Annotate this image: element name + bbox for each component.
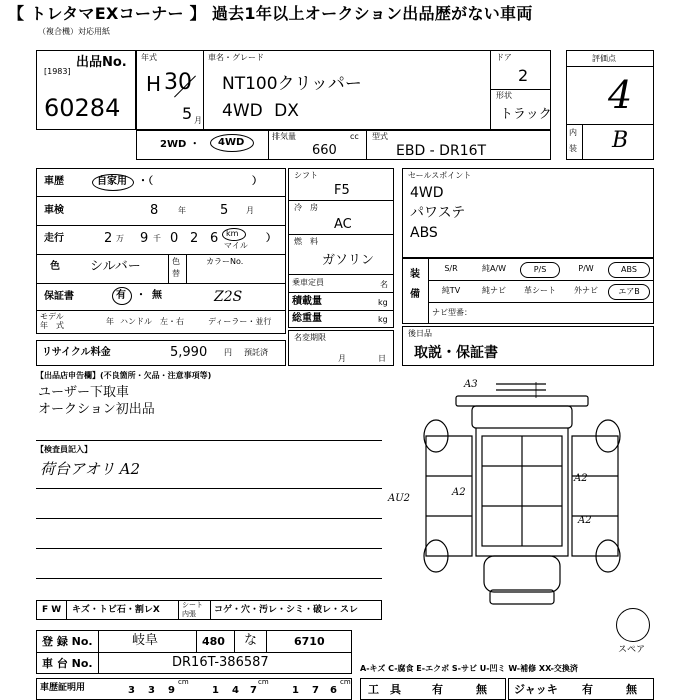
remarks-line-2: オークション初出品 (38, 402, 155, 417)
warranty-yes: 有 (116, 290, 126, 301)
registration-region: 岐阜 (132, 633, 159, 648)
damage-legend: A-キズ C-腐食 E-エクボ S-サビ U-凹ミ W-補修 XX-交換済 (360, 664, 578, 673)
warranty-code: Z2S (214, 289, 243, 305)
listing-number: 60284 (44, 94, 121, 122)
cert-d1: 3 (128, 685, 135, 696)
interior-value: B (612, 128, 629, 153)
name-change-unit-2: 日 (378, 354, 386, 363)
divider (36, 254, 286, 255)
shape-value: トラック (500, 107, 552, 122)
divider (288, 234, 394, 235)
divider (36, 518, 382, 519)
registration-label: 登 録 No. (42, 635, 93, 648)
listing-sub: [1983] (44, 67, 71, 76)
divider (36, 196, 286, 197)
divider (566, 66, 654, 67)
model-grade: 4WD DX (222, 101, 299, 121)
recycle-value: 5,990 (170, 345, 208, 360)
name-change-label: 名変期限 (294, 333, 326, 342)
doors-value: 2 (518, 66, 529, 85)
navi-model-label: ナビ型番： (432, 308, 472, 317)
model-year-label-2: 年 式 (40, 321, 64, 330)
sales-point-1: 4WD (410, 185, 444, 201)
damage-a3: A3 (464, 379, 478, 390)
divider (288, 200, 394, 201)
jack-yes: 有 (582, 683, 593, 696)
model-name: NT100クリッパー (222, 74, 362, 94)
drive-4wd: 4WD (218, 137, 245, 148)
score-value: 4 (608, 73, 633, 117)
mileage-d2: 9 (140, 231, 149, 246)
damage-side: AU2 (388, 493, 411, 504)
divider (490, 89, 551, 90)
tools-yes: 有 (432, 683, 443, 696)
sales-points-label: セールスポイント (408, 171, 472, 180)
cert-d8: 7 (312, 685, 319, 696)
truck-damage-diagram (396, 376, 636, 626)
displacement-value: 660 (312, 143, 337, 158)
divider (178, 600, 179, 620)
sales-point-3: ABS (410, 225, 438, 241)
equip-pw: P/W (578, 264, 594, 273)
recycle-unit: 円 (224, 348, 232, 357)
divider (210, 600, 211, 620)
seat-label: シート (182, 601, 203, 609)
cert-d2: 3 (148, 685, 155, 696)
tools-label: 工 具 (368, 683, 401, 696)
remarks-line-1: ユーザー下取車 (38, 385, 130, 400)
jack-label: ジャッキ (514, 683, 558, 696)
divider (36, 440, 382, 441)
divider (582, 124, 583, 160)
equip-sr: S/R (444, 264, 458, 273)
displacement-label: 排気量 (272, 132, 296, 141)
year-month: 5 (182, 104, 193, 123)
cert-d6: 7 (250, 685, 257, 696)
shape-label: 形状 (496, 91, 512, 100)
year-label: 年式 (141, 53, 157, 62)
registration-number: 6710 (294, 635, 325, 648)
seat-label-2: 内張 (182, 610, 196, 618)
model-year-dealer: ディーラー・並行 (208, 317, 272, 326)
type-label: 型式 (372, 132, 388, 141)
listing-label: 出品No. (76, 55, 127, 70)
mileage-d3: 0 (170, 231, 179, 246)
equip-abs: ABS (608, 262, 650, 278)
damage-a2-left: A2 (452, 487, 466, 498)
cert-d4: 1 (212, 685, 219, 696)
mileage-close: ） (266, 233, 276, 244)
color-change-2: 替 (172, 269, 180, 278)
mileage-d1: 2 (104, 231, 113, 246)
divider (98, 630, 99, 674)
ac-value: AC (334, 217, 352, 232)
inspection-year-unit: 年 (178, 206, 186, 215)
mileage-u2: 千 (153, 234, 161, 243)
doors-label: ドア (496, 53, 512, 62)
divider (288, 292, 394, 293)
cert-d5: 4 (232, 685, 239, 696)
equip-ext-navi: 外ナビ (574, 286, 598, 295)
divider (36, 488, 382, 489)
remarks-label: 【出品店申告欄】(不良箇所・欠品・注意事項等) (36, 371, 212, 380)
cert-d3: 9 (168, 685, 175, 696)
displacement-unit: cc (350, 132, 359, 141)
shift-label: シフト (294, 171, 318, 180)
ac-label: 冷 房 (294, 203, 318, 212)
model-year-label-1: モデル (40, 312, 64, 321)
divider (566, 124, 654, 125)
divider (36, 548, 382, 549)
divider (66, 600, 67, 620)
registration-class: 480 (202, 635, 225, 648)
damage-a2-right-2: A2 (578, 515, 592, 526)
divider (268, 130, 269, 160)
inspection-month-unit: 月 (246, 206, 254, 215)
sales-point-2: パワステ (410, 205, 466, 221)
load-label: 積載量 (292, 296, 322, 307)
mileage-u1: 万 (116, 234, 124, 243)
color-change-1: 色 (172, 257, 180, 266)
fw-label: F W (42, 605, 62, 615)
color-value: シルバー (90, 259, 141, 274)
equipment-label-1: 装 (410, 269, 420, 280)
weight-label: 総重量 (292, 313, 322, 324)
notes-label: 後日品 (408, 329, 432, 338)
equipment-label-2: 備 (410, 289, 420, 300)
divider (196, 630, 197, 652)
cert-label: 車歴証明用 (40, 683, 86, 693)
type-value: EBD - DR16T (396, 143, 487, 159)
capacity-label: 乗車定員 (292, 278, 324, 287)
sub-note: （複合機）対応用紙 (38, 27, 110, 36)
inspector-label: 【検査員記入】 (36, 445, 92, 454)
equip-leather: 革シート (524, 286, 556, 295)
jack-no: 無 (626, 683, 637, 696)
mileage-d5: 6 (210, 231, 219, 246)
fuel-label: 燃 料 (294, 237, 318, 246)
divider (36, 578, 382, 579)
divider (168, 254, 169, 283)
page-title: 【 トレタマEXコーナー 】 過去1年以上オークション出品歴がない車両 (8, 4, 533, 23)
equip-airbag: エアB (608, 284, 650, 300)
warranty-sep: ・ (136, 290, 146, 301)
seat-items: コゲ・穴・汚レ・シミ・破レ・スレ (214, 605, 359, 615)
model-year-handle: ハンドル 左・右 (120, 317, 184, 326)
divider (36, 283, 286, 284)
chassis-value: DR16T-386587 (172, 655, 269, 670)
cert-u3: cm (340, 678, 351, 686)
recycle-note: 預託済 (244, 348, 268, 357)
divider (288, 310, 394, 311)
interior-label-1: 内 (569, 128, 577, 137)
capacity-unit: 名 (380, 280, 388, 289)
cert-u1: cm (178, 678, 189, 686)
warranty-no: 無 (152, 290, 162, 301)
history-label: 車歴 (44, 176, 64, 187)
divider (234, 630, 235, 652)
inspection-year: 8 (150, 203, 159, 218)
divider (36, 225, 286, 226)
divider (428, 258, 429, 324)
registration-kana: な (244, 633, 258, 648)
inspector-handwritten: 荷台アオリ A2 (40, 460, 140, 478)
load-unit: kg (378, 298, 388, 307)
color-code-label: カラーNo. (206, 257, 244, 266)
equip-ps: P/S (520, 262, 560, 278)
model-year-unit: 年 (106, 317, 114, 326)
damage-a2-right: A2 (574, 473, 588, 484)
spare-circle (616, 608, 650, 642)
history-close: ） (252, 176, 262, 187)
cert-d9: 6 (330, 685, 337, 696)
equip-navi: 純ナビ (482, 286, 506, 295)
weight-unit: kg (378, 315, 388, 324)
divider (428, 302, 654, 303)
divider (266, 630, 267, 652)
chassis-label: 車 台 No. (42, 657, 93, 670)
cert-d7: 1 (292, 685, 299, 696)
mileage-km: km (226, 229, 239, 238)
divider (428, 280, 654, 281)
notes-value: 取説・保証書 (414, 345, 498, 361)
divider (490, 50, 491, 130)
fw-items: キズ・トビ石・割レX (72, 605, 160, 615)
warranty-label: 保証書 (44, 291, 74, 302)
divider (288, 274, 394, 275)
spare-label: スペア (618, 645, 646, 655)
equip-tv: 純TV (441, 286, 461, 295)
divider (36, 652, 352, 653)
shift-value: F5 (334, 183, 350, 198)
inspection-month: 5 (220, 203, 229, 218)
year-value: 30 (164, 70, 192, 95)
score-label: 評価点 (592, 54, 616, 63)
year-era: H (146, 72, 162, 96)
model-label: 車名・グレード (208, 53, 264, 62)
history-rest: ・（ (138, 176, 153, 187)
mileage-d4: 2 (190, 231, 199, 246)
divider (36, 310, 286, 311)
recycle-label: リサイクル料金 (42, 347, 111, 358)
name-change-unit: 月 (338, 354, 346, 363)
divider (203, 50, 204, 130)
year-month-unit: 月 (194, 116, 202, 125)
drive-2wd: 2WD ・ (160, 139, 200, 150)
tools-no: 無 (476, 683, 487, 696)
equip-alloy: 純A/W (481, 264, 507, 273)
divider (186, 254, 187, 283)
inspection-label: 車検 (44, 205, 64, 216)
history-value: 自家用 (97, 176, 127, 187)
mileage-mile: マイル (224, 241, 248, 250)
fuel-value: ガソリン (322, 253, 375, 268)
mileage-label: 走行 (44, 233, 64, 244)
interior-label-2: 装 (569, 144, 577, 153)
cert-u2: cm (258, 678, 269, 686)
divider (366, 130, 367, 160)
color-label: 色 (50, 261, 60, 272)
